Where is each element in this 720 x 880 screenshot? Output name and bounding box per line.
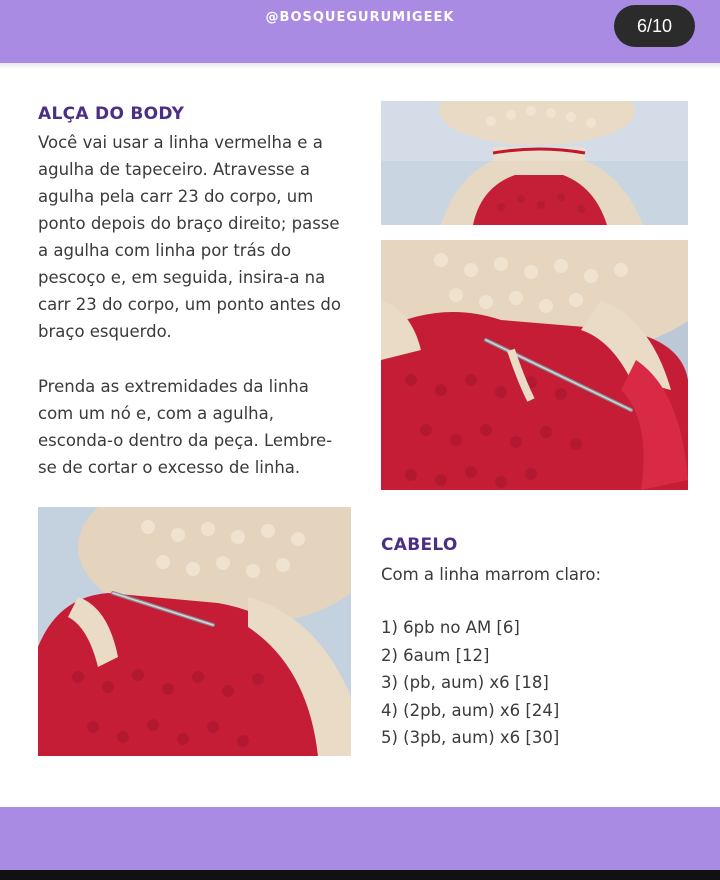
strap-paragraph-1	[38, 129, 341, 345]
list-item: 5) (3pb, aum) x6 [30]	[381, 728, 560, 747]
text-line: ponto depois do braço direito; passe	[38, 214, 340, 233]
list-item: 2) 6aum [12]	[381, 645, 490, 665]
page-indicator[interactable]: 6/10	[614, 5, 695, 47]
text-line: agulha de tapeceiro. Atravesse a	[38, 160, 311, 179]
sheet-edge	[0, 63, 720, 69]
text-line: carr 23 do corpo, um ponto antes do	[38, 295, 341, 314]
text-line: Você vai usar a linha vermelha e a	[38, 133, 323, 152]
photo-needle-closeup	[381, 240, 688, 490]
text-line: esconda-o dentro da peça. Lembre-	[38, 431, 333, 450]
text-line: Prenda as extremidades da linha	[38, 377, 309, 396]
photo-neck-strap	[381, 101, 688, 225]
strap-section-title: ALÇA DO BODY	[38, 104, 185, 124]
text-line: agulha pela carr 23 do corpo, um	[38, 187, 314, 206]
screen-bottom-edge	[0, 870, 720, 880]
text-line: se de cortar o excesso de linha.	[38, 458, 301, 477]
account-handle: @BOSQUEGURUMIGEEK	[265, 10, 455, 25]
list-item: 3) (pb, aum) x6 [18]	[381, 673, 549, 692]
text-line: a agulha com linha por trás do	[38, 241, 292, 260]
top-bar	[0, 0, 720, 63]
list-item: 1) 6pb no AM [6]	[381, 618, 520, 637]
hair-section-title: CABELO	[381, 535, 458, 555]
hair-steps-list	[381, 614, 559, 752]
photo-needle-body	[38, 507, 351, 756]
list-item: 4) (2pb, aum) x6 [24]	[381, 700, 560, 720]
bottom-bar	[0, 807, 720, 870]
hair-intro: Com a linha marrom claro:	[381, 565, 602, 584]
text-line: com um nó e, com a agulha,	[38, 404, 274, 423]
strap-paragraph-2	[38, 373, 332, 481]
text-line: pescoço e, em seguida, insira-a na	[38, 268, 326, 287]
text-line: braço esquerdo.	[38, 322, 172, 341]
